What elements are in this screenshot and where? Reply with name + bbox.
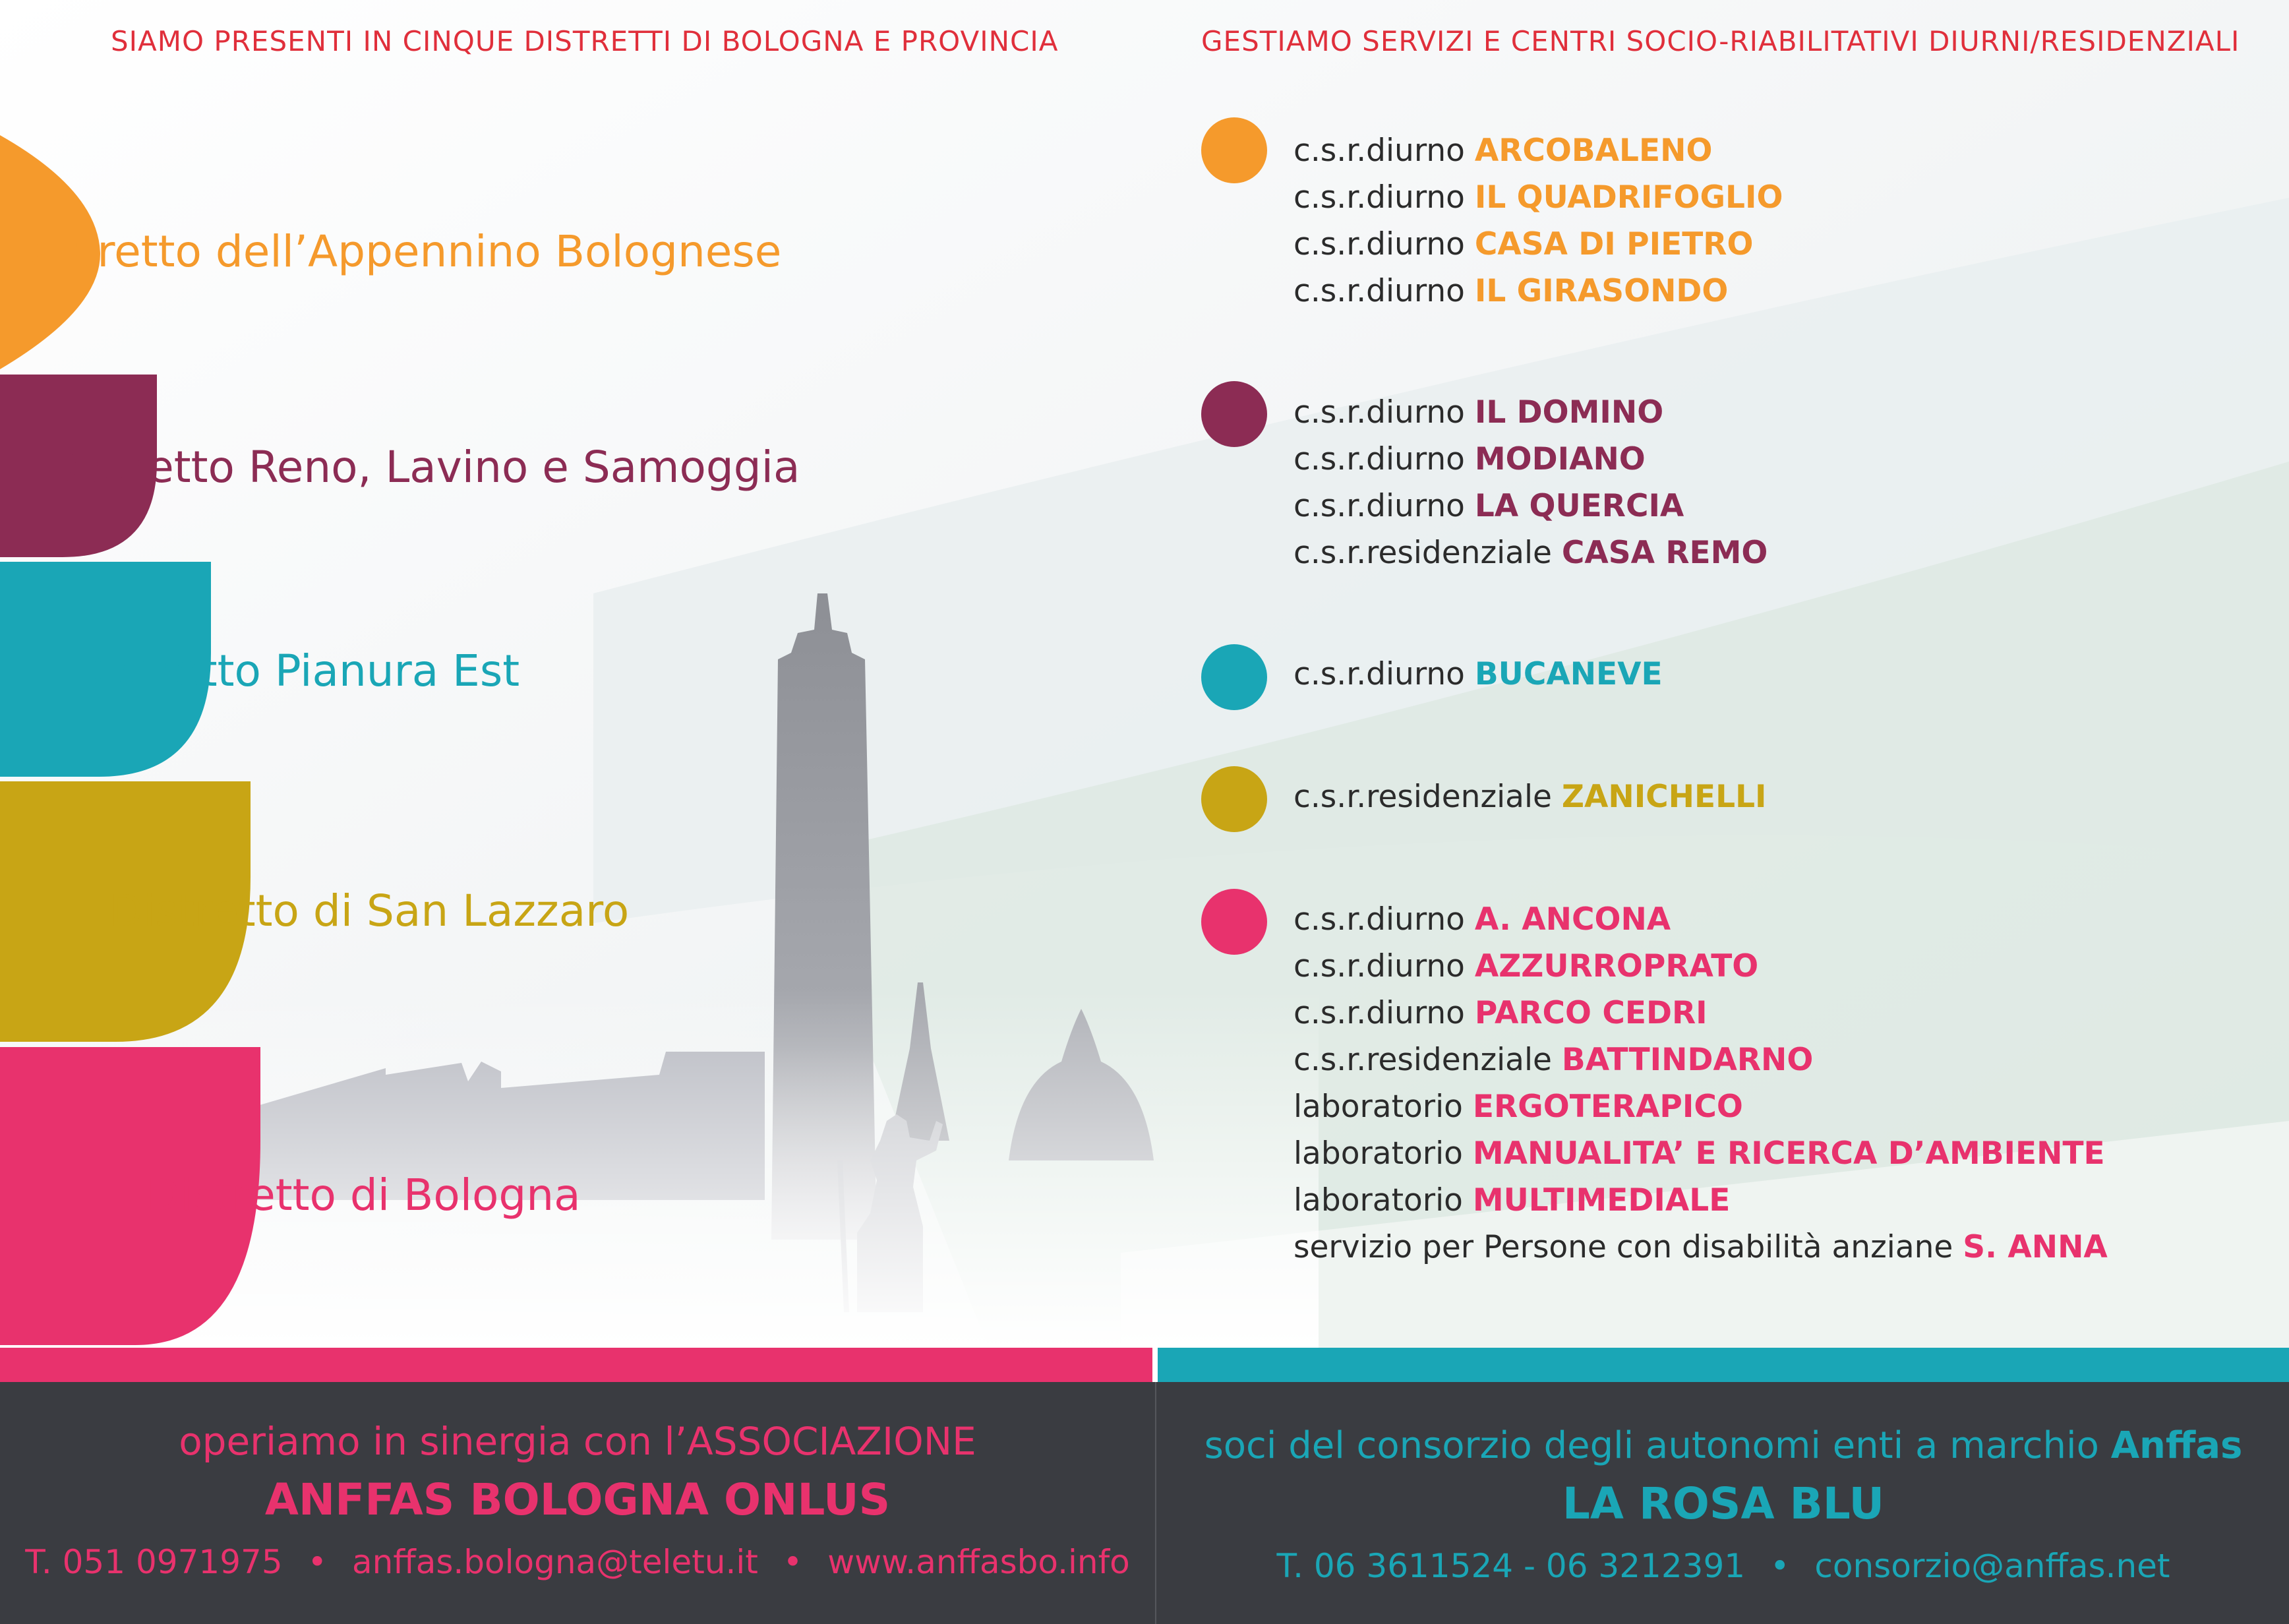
footer-left-org: ANFFAS BOLOGNA ONLUS	[264, 1474, 891, 1525]
footer-stripe-teal	[1158, 1348, 2289, 1382]
district-label-bologna: Distretto di Bologna	[146, 1170, 581, 1220]
district-label-pianura: Distretto Pianura Est	[71, 646, 520, 696]
footer-right-tagline	[1158, 1424, 2289, 1467]
separator: •	[307, 1543, 328, 1581]
group-dot-teal	[1201, 644, 1267, 710]
service-item: c.s.r.diurno MODIANO	[1293, 441, 1646, 477]
service-item: c.s.r.diurno IL QUADRIFOGLIO	[1293, 179, 1783, 216]
footer-left-tagline: operiamo in sinergia con l’ASSOCIAZIONE	[179, 1419, 976, 1464]
service-group-teal	[1293, 651, 1663, 698]
group-dot-plum	[1201, 381, 1267, 447]
service-item: c.s.r.diurno CASA DI PIETRO	[1293, 226, 1754, 262]
service-item: c.s.r.residenziale BATTINDARNO	[1293, 1042, 1814, 1078]
footer-left-web[interactable]: www.anffasbo.info	[827, 1543, 1130, 1581]
service-group-ochre	[1293, 773, 1767, 820]
footer	[0, 1382, 2289, 1624]
service-item: laboratorio MULTIMEDIALE	[1293, 1182, 1731, 1218]
header-left: SIAMO PRESENTI IN CINQUE DISTRETTI DI BOLOGNA E PROVINCIA	[111, 25, 1059, 57]
service-group-pink	[1293, 896, 2108, 1271]
service-item: c.s.r.diurno LA QUERCIA	[1293, 488, 1684, 524]
header-right: GESTIAMO SERVIZI E CENTRI SOCIO-RIABILITATIVI DIURNI/RESIDENZIALI	[1201, 25, 2240, 57]
group-dot-orange	[1201, 117, 1267, 183]
footer-right-contacts	[1158, 1547, 2289, 1585]
service-item: laboratorio ERGOTERAPICO	[1293, 1089, 1743, 1125]
service-item: laboratorio MANUALITA’ E RICERCA D’AMBIENTE	[1293, 1135, 2105, 1172]
service-group-orange	[1293, 127, 1783, 315]
group-dot-pink	[1201, 889, 1267, 955]
district-label-sanlazzaro: Distretto di San Lazzaro	[109, 886, 630, 936]
service-item: servizio per Persone con disabilità anziane S. ANNA	[1293, 1229, 2108, 1265]
footer-right-org: LA ROSA BLU	[1562, 1478, 1885, 1529]
service-item: c.s.r.residenziale CASA REMO	[1293, 535, 1768, 571]
service-item: c.s.r.diurno PARCO CEDRI	[1293, 995, 1708, 1031]
district-label-reno: Distretto Reno, Lavino e Samoggia	[45, 442, 800, 493]
footer-left-phone: T. 051 0971975	[25, 1543, 283, 1581]
service-item: c.s.r.diurno AZZURROPRATO	[1293, 948, 1759, 984]
service-item: c.s.r.diurno IL GIRASONDO	[1293, 273, 1729, 309]
footer-right-phone: T. 06 3611524 - 06 3212391	[1276, 1547, 1746, 1585]
service-item: c.s.r.diurno ARCOBALENO	[1293, 133, 1713, 169]
separator: •	[783, 1543, 803, 1581]
footer-right-email[interactable]: consorzio@anffas.net	[1814, 1547, 2170, 1585]
footer-stripe-pink	[0, 1348, 1152, 1382]
service-item: c.s.r.diurno IL DOMINO	[1293, 394, 1664, 431]
service-item: c.s.r.diurno BUCANEVE	[1293, 656, 1663, 692]
separator: •	[1770, 1547, 1790, 1585]
service-item: c.s.r.diurno A. ANCONA	[1293, 901, 1671, 938]
footer-divider	[1155, 1382, 1156, 1624]
footer-right-tagline-text: soci del consorzio degli autonomi enti a marchio	[1204, 1424, 2099, 1467]
service-group-plum	[1293, 389, 1768, 576]
group-dot-ochre	[1201, 766, 1267, 832]
footer-left-contacts	[0, 1543, 1155, 1581]
district-label-appennino: Distretto dell’Appennino Bolognese	[12, 226, 782, 277]
service-item: c.s.r.residenziale ZANICHELLI	[1293, 779, 1767, 815]
footer-right-brand: Anffas	[2110, 1424, 2243, 1467]
footer-left-email[interactable]: anffas.bologna@teletu.it	[351, 1543, 758, 1581]
